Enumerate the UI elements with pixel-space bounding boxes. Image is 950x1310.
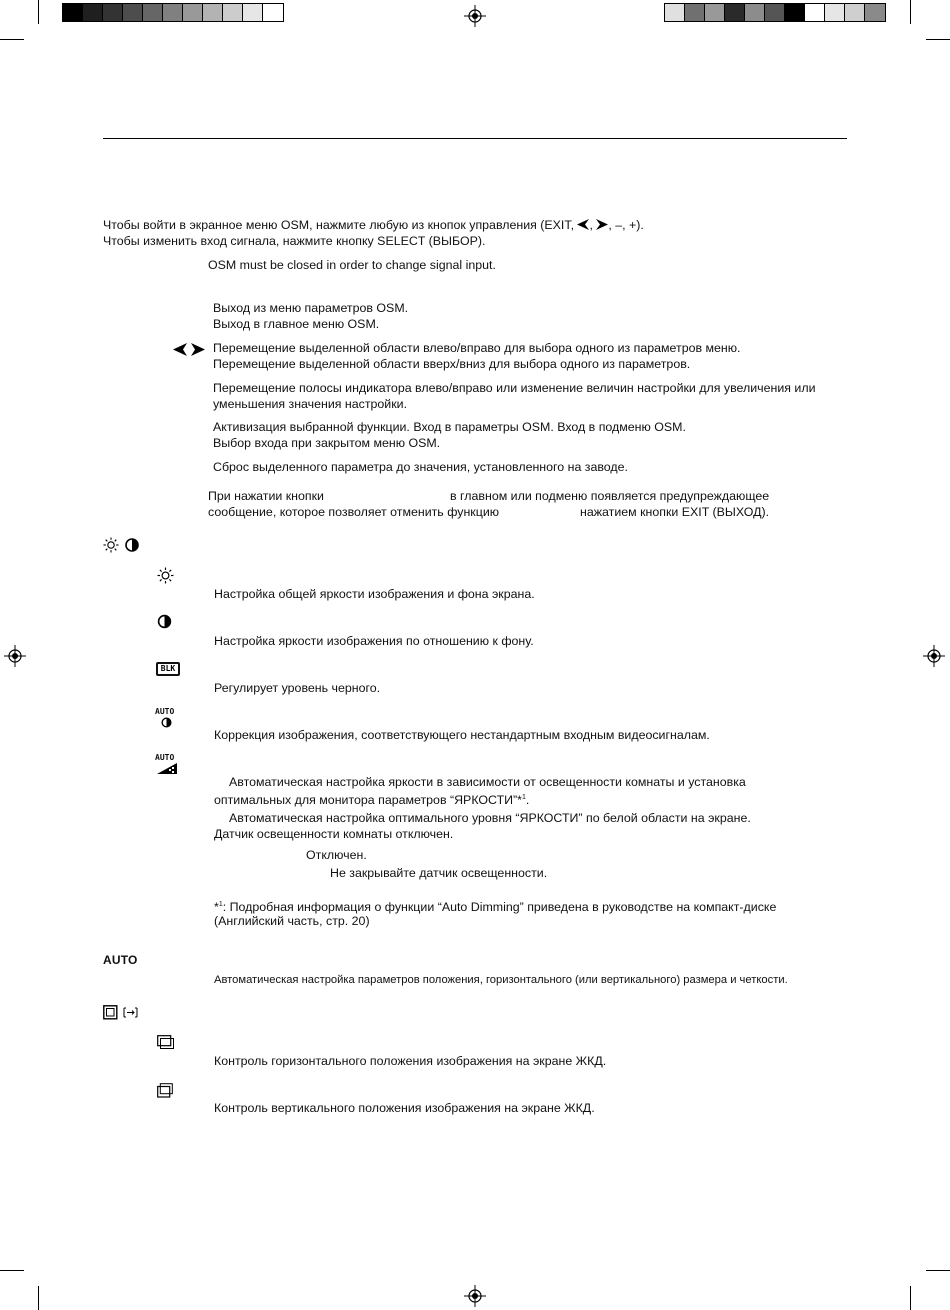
auto-dimming-desc-2-end: . bbox=[525, 793, 530, 808]
auto-dimming-off: Отключен. bbox=[306, 848, 367, 862]
black-level-desc: Регулирует уровень черного. bbox=[214, 681, 381, 695]
warning-line-1a: При нажатии кнопки bbox=[208, 489, 324, 503]
contrast-small-icon bbox=[161, 717, 172, 728]
auto-dimming-icon bbox=[155, 753, 181, 775]
warning-line-1b: в главном или подменю появляется предупреждающее bbox=[450, 489, 770, 503]
brightness-icon bbox=[157, 567, 174, 584]
color-swatch bbox=[183, 4, 203, 21]
color-swatch bbox=[263, 4, 283, 21]
reset-desc: Сброс выделенного параметра до значения, установленного на заводе. bbox=[213, 460, 628, 474]
select-desc-1: Активизация выбранной функции. Вход в параметры OSM. Вход в подменю OSM. bbox=[213, 420, 686, 434]
registration-mark-icon bbox=[464, 1285, 486, 1307]
crop-mark bbox=[910, 0, 911, 24]
position-section-icon bbox=[103, 1005, 139, 1020]
footnote-number: 1 bbox=[218, 901, 223, 908]
brightness-desc: Настройка общей яркости изображения и фона экрана. bbox=[214, 587, 535, 601]
auto-dimming-warning: Не закрывайте датчик освещенности. bbox=[330, 866, 548, 880]
exit-desc-2: Выход в главное меню OSM. bbox=[213, 317, 380, 331]
adjust-desc-2: уменьшения значения настройки. bbox=[213, 397, 408, 411]
contrast-icon bbox=[157, 614, 172, 629]
h-position-icon bbox=[157, 1035, 174, 1049]
color-swatch bbox=[163, 4, 183, 21]
color-swatch bbox=[123, 4, 143, 21]
crop-mark bbox=[38, 1286, 39, 1310]
color-swatch bbox=[103, 4, 123, 21]
color-swatch bbox=[83, 4, 103, 21]
auto-dimming-icon-label: AUTO bbox=[155, 753, 175, 762]
crop-mark bbox=[0, 1270, 24, 1271]
black-level-icon-label: BLK bbox=[158, 664, 178, 674]
footnote-line-2: (Английский часть, стр. 20) bbox=[214, 914, 370, 928]
color-swatch bbox=[785, 4, 805, 21]
contrast-desc: Настройка яркости изображения по отношению к фону. bbox=[214, 634, 534, 648]
exit-desc-1: Выход из меню параметров OSM. bbox=[213, 301, 409, 315]
color-swatch bbox=[223, 4, 243, 21]
h-position-desc: Контроль горизонтального положения изображения на экране ЖКД. bbox=[214, 1054, 607, 1068]
grayscale-bar-right bbox=[664, 3, 886, 22]
auto-contrast-icon-label: AUTO bbox=[155, 707, 175, 716]
registration-mark-icon bbox=[923, 645, 945, 667]
color-swatch bbox=[203, 4, 223, 21]
grayscale-bar-left bbox=[62, 3, 284, 22]
arrow-right-icon bbox=[596, 219, 608, 230]
footnote-ref: 1 bbox=[522, 794, 526, 801]
color-swatch bbox=[805, 4, 825, 21]
color-swatch bbox=[865, 4, 885, 21]
intro-note: OSM must be closed in order to change signal input. bbox=[208, 258, 496, 272]
color-swatch bbox=[243, 4, 263, 21]
auto-dimming-desc-3: Автоматическая настройка оптимального уровня “ЯРКОСТИ” по белой области на экране. bbox=[229, 811, 751, 825]
left-right-arrows-icon bbox=[173, 343, 205, 356]
crop-mark bbox=[910, 1286, 911, 1310]
color-swatch bbox=[845, 4, 865, 21]
brightness-contrast-section-icon bbox=[103, 537, 139, 553]
arrows-desc-1: Перемещение выделенной области влево/вправо для выбора одного из параметров меню. bbox=[213, 341, 741, 355]
warning-line-2b: нажатием кнопки EXIT (ВЫХОД). bbox=[580, 505, 770, 519]
auto-contrast-desc: Коррекция изображения, соответствующего нестандартным входным видеосигналам. bbox=[214, 728, 710, 742]
color-swatch bbox=[143, 4, 163, 21]
intro-line-1-end: , –, +). bbox=[608, 218, 644, 232]
color-swatch bbox=[825, 4, 845, 21]
auto-dimming-desc-1: Автоматическая настройка яркости в зависимости от освещенности комнаты и установка bbox=[229, 775, 746, 789]
footnote-star: * bbox=[214, 900, 219, 915]
intro-line-1 bbox=[103, 217, 644, 233]
crop-mark bbox=[926, 39, 950, 40]
black-level-icon bbox=[156, 662, 180, 676]
crop-mark bbox=[38, 0, 39, 24]
auto-dimming-desc-2-text: оптимальных для монитора параметров “ЯРКОСТИ”* bbox=[214, 793, 522, 808]
select-desc-2: Выбор входа при закрытом меню OSM. bbox=[213, 436, 441, 450]
v-position-icon bbox=[157, 1083, 174, 1098]
arrows-desc-2: Перемещение выделенной области вверх/вниз для выбора одного из параметров. bbox=[213, 357, 691, 371]
adjust-desc-1: Перемещение полосы индикатора влево/вправо или изменение величин настройки для увеличения или bbox=[213, 381, 816, 395]
auto-adjust-desc: Автоматическая настройка параметров положения, горизонтального (или вертикального) размера и четкости. bbox=[214, 974, 788, 986]
intro-line-1-text: Чтобы войти в экранное меню OSM, нажмите любую из кнопок управления (EXIT, bbox=[103, 218, 578, 232]
footnote-text: : Подробная информация о функции “Auto Dimming” приведена в руководстве на компакт-диске bbox=[222, 900, 777, 915]
auto-contrast-icon bbox=[155, 707, 181, 729]
arrow-left-icon bbox=[577, 219, 589, 230]
crop-mark bbox=[0, 39, 24, 40]
warning-line-2a: сообщение, которое позволяет отменить функцию bbox=[208, 505, 500, 519]
registration-mark-icon bbox=[464, 5, 486, 27]
color-swatch bbox=[725, 4, 745, 21]
color-swatch bbox=[665, 4, 685, 21]
color-swatch bbox=[765, 4, 785, 21]
color-swatch bbox=[705, 4, 725, 21]
intro-line-2: Чтобы изменить вход сигнала, нажмите кнопку SELECT (ВЫБОР). bbox=[103, 234, 486, 248]
intro-line-1-sep: , bbox=[589, 218, 597, 232]
color-swatch bbox=[63, 4, 83, 21]
registration-mark-icon bbox=[4, 645, 26, 667]
auto-adjust-label: AUTO bbox=[103, 953, 138, 967]
auto-dimming-graphic-icon bbox=[157, 763, 177, 774]
auto-dimming-desc-2 bbox=[214, 790, 529, 808]
auto-dimming-desc-4: Датчик освещенности комнаты отключен. bbox=[214, 827, 454, 841]
color-swatch bbox=[745, 4, 765, 21]
v-position-desc: Контроль вертикального положения изображения на экране ЖКД. bbox=[214, 1101, 595, 1115]
crop-mark bbox=[926, 1270, 950, 1271]
header-rule bbox=[103, 138, 847, 139]
color-swatch bbox=[685, 4, 705, 21]
